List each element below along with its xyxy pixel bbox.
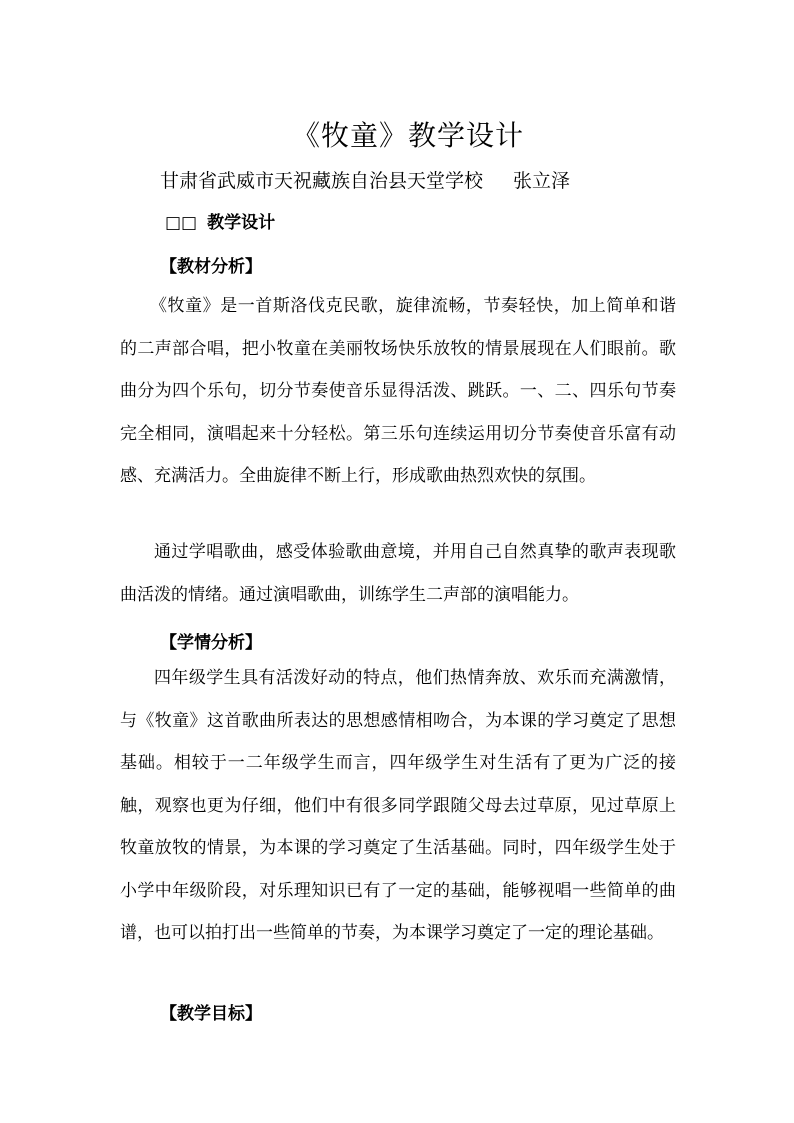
heading-teaching-goals: 【教学目标】 bbox=[160, 1004, 262, 1024]
heading-learner-analysis: 【学情分析】 bbox=[160, 633, 262, 653]
heading-textbook-analysis: 【教材分析】 bbox=[160, 257, 262, 277]
page-title: 《牧童》教学设计 bbox=[291, 119, 524, 152]
section-heading-teaching-design bbox=[165, 208, 275, 233]
paragraph-textbook-analysis-1: 《牧童》是一首斯洛伐克民歌，旋律流畅，节奏轻快，加上简单和谐的二声部合唱，把小牧童在美丽牧场快乐放牧的情景展现在人们眼前。歌曲分为四个乐句，切分节奏使音乐显得活泼、跳跃。一、二、四乐句节奏完全相同，演唱起来十分轻松。第三乐句连续运用切分节奏使音乐富有动感、充满活力。全曲旋律不断上行，形成歌曲热烈欢快的氛围。 bbox=[120, 296, 676, 486]
author-name: 张立泽 bbox=[513, 170, 571, 192]
author-line bbox=[160, 166, 570, 193]
school-name: 甘肃省武威市天祝藏族自治县天堂学校 bbox=[160, 170, 484, 192]
section-number: □□ bbox=[165, 213, 198, 233]
paragraph-learner-analysis: 四年级学生具有活泼好动的特点，他们热情奔放、欢乐而充满激情，与《牧童》这首歌曲所表达的思想感情相吻合，为本课的学习奠定了思想基础。相较于一二年级学生而言，四年级学生对生活有了更为广泛的接触，观察也更为仔细，他们中有很多同学跟随父母去过草原，见过草原上牧童放牧的情景，为本课的学习奠定了生活基础。同时，四年级学生处于小学中年级阶段，对乐理知识已有了一定的基础，能够视唱一些简单的曲谱，也可以拍打出一些简单的节奏，为本课学习奠定了一定的理论基础。 bbox=[120, 668, 676, 943]
section-title: 教学设计 bbox=[207, 213, 276, 233]
paragraph-textbook-analysis-2: 通过学唱歌曲，感受体验歌曲意境，并用自己自然真挚的歌声表现歌曲活泼的情绪。通过演唱歌曲，训练学生二声部的演唱能力。 bbox=[120, 542, 676, 605]
